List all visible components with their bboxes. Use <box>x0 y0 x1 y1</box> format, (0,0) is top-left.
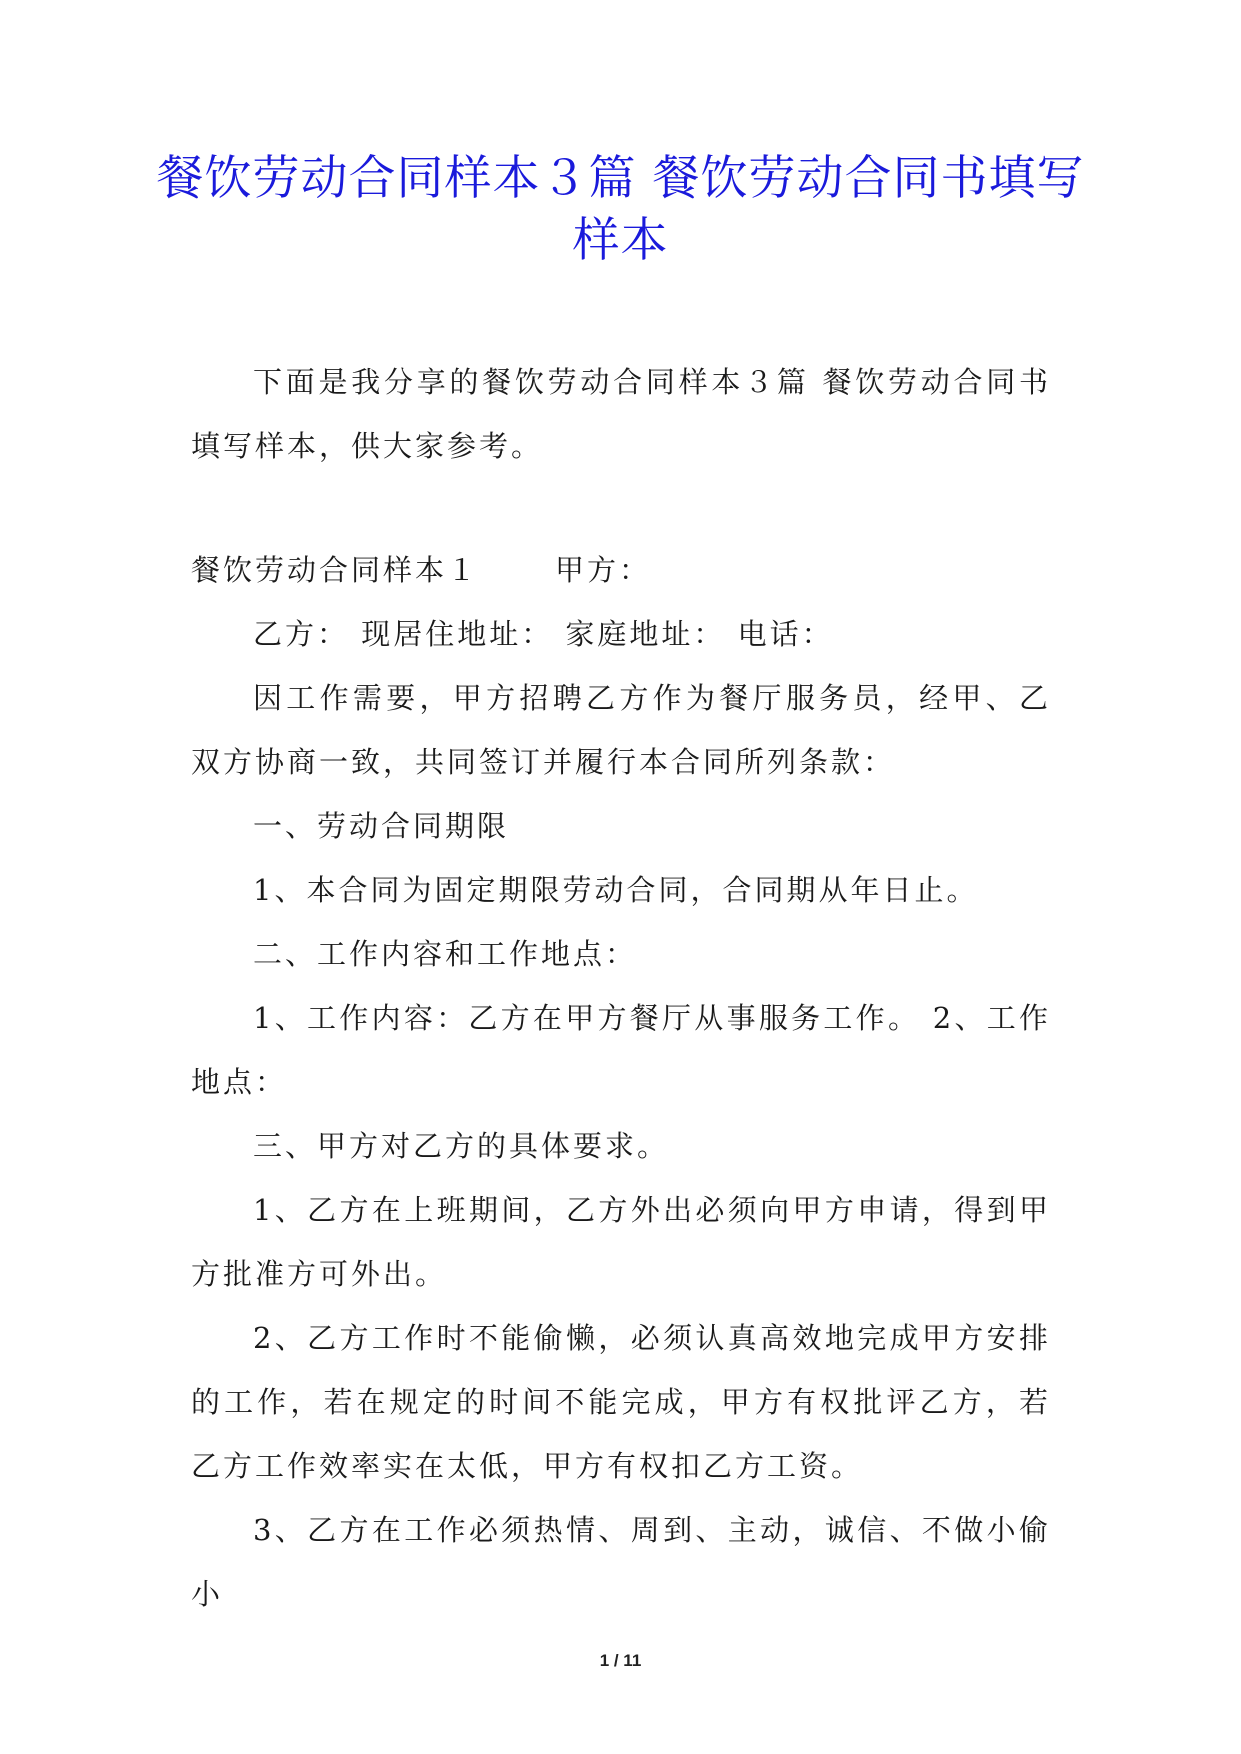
paragraph: 3、乙方在工作必须热情、周到、主动，诚信、不做小偷小 <box>191 1513 1051 1611</box>
paragraph-spacer <box>191 478 1051 538</box>
party-a-label: 甲方： <box>555 553 652 587</box>
page-number: 1 / 11 <box>599 1651 642 1670</box>
paragraph: 一、劳动合同期限 <box>253 809 510 843</box>
paragraph: 因工作需要，甲方招聘乙方作为餐厅服务员，经甲、乙双方协商一致，共同签订并履行本合同所列条款： <box>191 681 1051 779</box>
paragraph: 三、甲方对乙方的具体要求。 <box>253 1129 670 1163</box>
paragraph: 2、乙方工作时不能偷懒，必须认真高效地完成甲方安排的工作，若在规定的时间不能完成，甲方有权批评乙方，若乙方工作效率实在太低，甲方有权扣乙方工资。 <box>191 1321 1051 1483</box>
paragraph: 1、本合同为固定期限劳动合同，合同期从年日止。 <box>253 873 979 907</box>
section-heading: 餐饮劳动合同样本１ <box>191 553 480 587</box>
paragraph: 二、工作内容和工作地点： <box>253 937 638 971</box>
intro-paragraph: 下面是我分享的餐饮劳动合同样本３篇 餐饮劳动合同书填写样本，供大家参考。 <box>191 365 1051 463</box>
document-body <box>191 350 1051 1626</box>
document-title: 餐饮劳动合同样本３篇 餐饮劳动合同书填写样本 <box>156 151 1085 268</box>
paragraph: 1、乙方在上班期间，乙方外出必须向甲方申请，得到甲方批准方可外出。 <box>191 1193 1051 1291</box>
paragraph: 1、工作内容：乙方在甲方餐厅从事服务工作。 2、工作地点： <box>191 1001 1051 1099</box>
paragraph: 乙方： 现居住地址： 家庭地址： 电话： <box>253 617 834 651</box>
section-heading-line <box>191 538 1051 602</box>
